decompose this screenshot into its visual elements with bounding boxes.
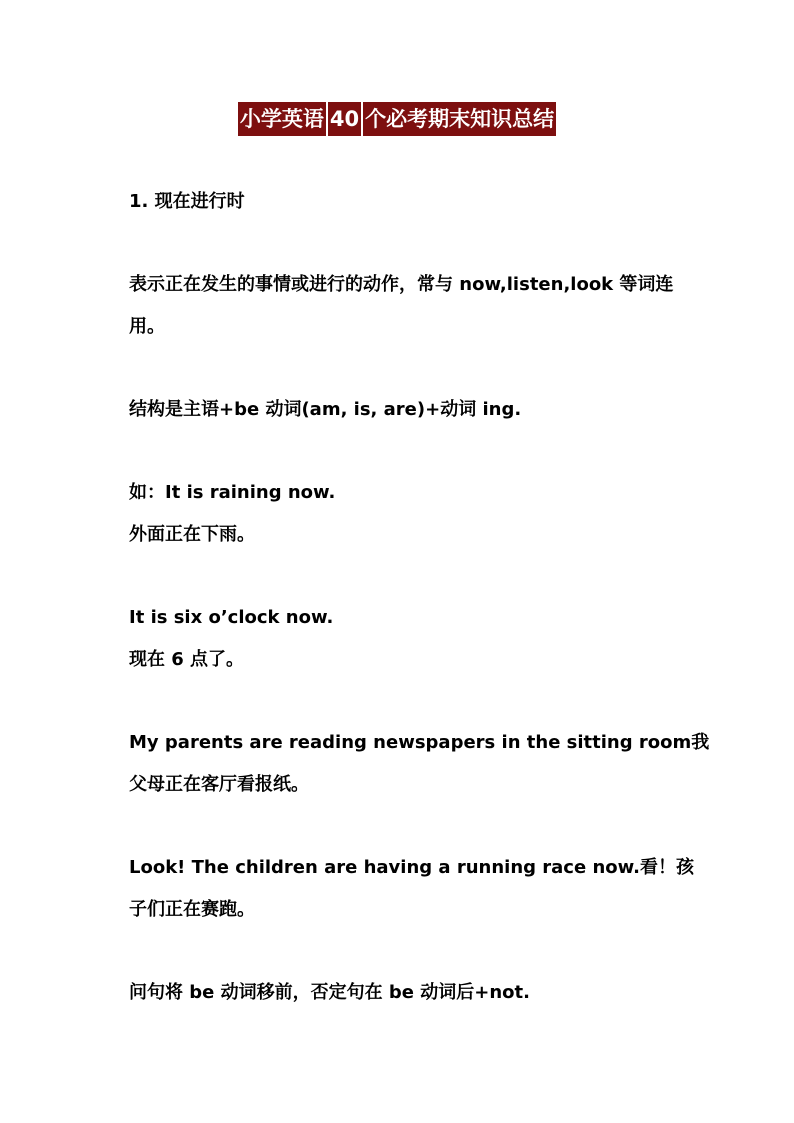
example-1-english: 如：It is raining now.: [129, 482, 336, 503]
document-title: [0, 102, 794, 136]
example-1-chinese: 外面正在下雨。: [129, 524, 255, 545]
section-heading: 1. 现在进行时: [129, 191, 245, 212]
question-negation-rule: 问句将 be 动词移前，否定句在 be 动词后+not.: [129, 982, 530, 1003]
title-part-3: 个必考期末知识总结: [363, 102, 556, 136]
example-4-line-1: Look! The children are having a running race now.看！孩: [129, 857, 694, 878]
structure-text: 结构是主语+be 动词(am, is, are)+动词 ing.: [129, 399, 522, 420]
example-4-line-2: 子们正在赛跑。: [129, 899, 255, 920]
title-part-1: 小学英语: [238, 102, 326, 136]
definition-line-1: 表示正在发生的事情或进行的动作，常与 now,listen,look 等词连: [129, 274, 674, 295]
example-2-chinese: 现在 6 点了。: [129, 649, 245, 670]
title-part-2: 40: [328, 102, 361, 136]
example-3-line-1: My parents are reading newspapers in the sitting room我: [129, 732, 710, 753]
definition-line-2: 用。: [129, 316, 165, 337]
example-3-line-2: 父母正在客厅看报纸。: [129, 774, 309, 795]
example-2-english: It is six o’clock now.: [129, 607, 334, 628]
